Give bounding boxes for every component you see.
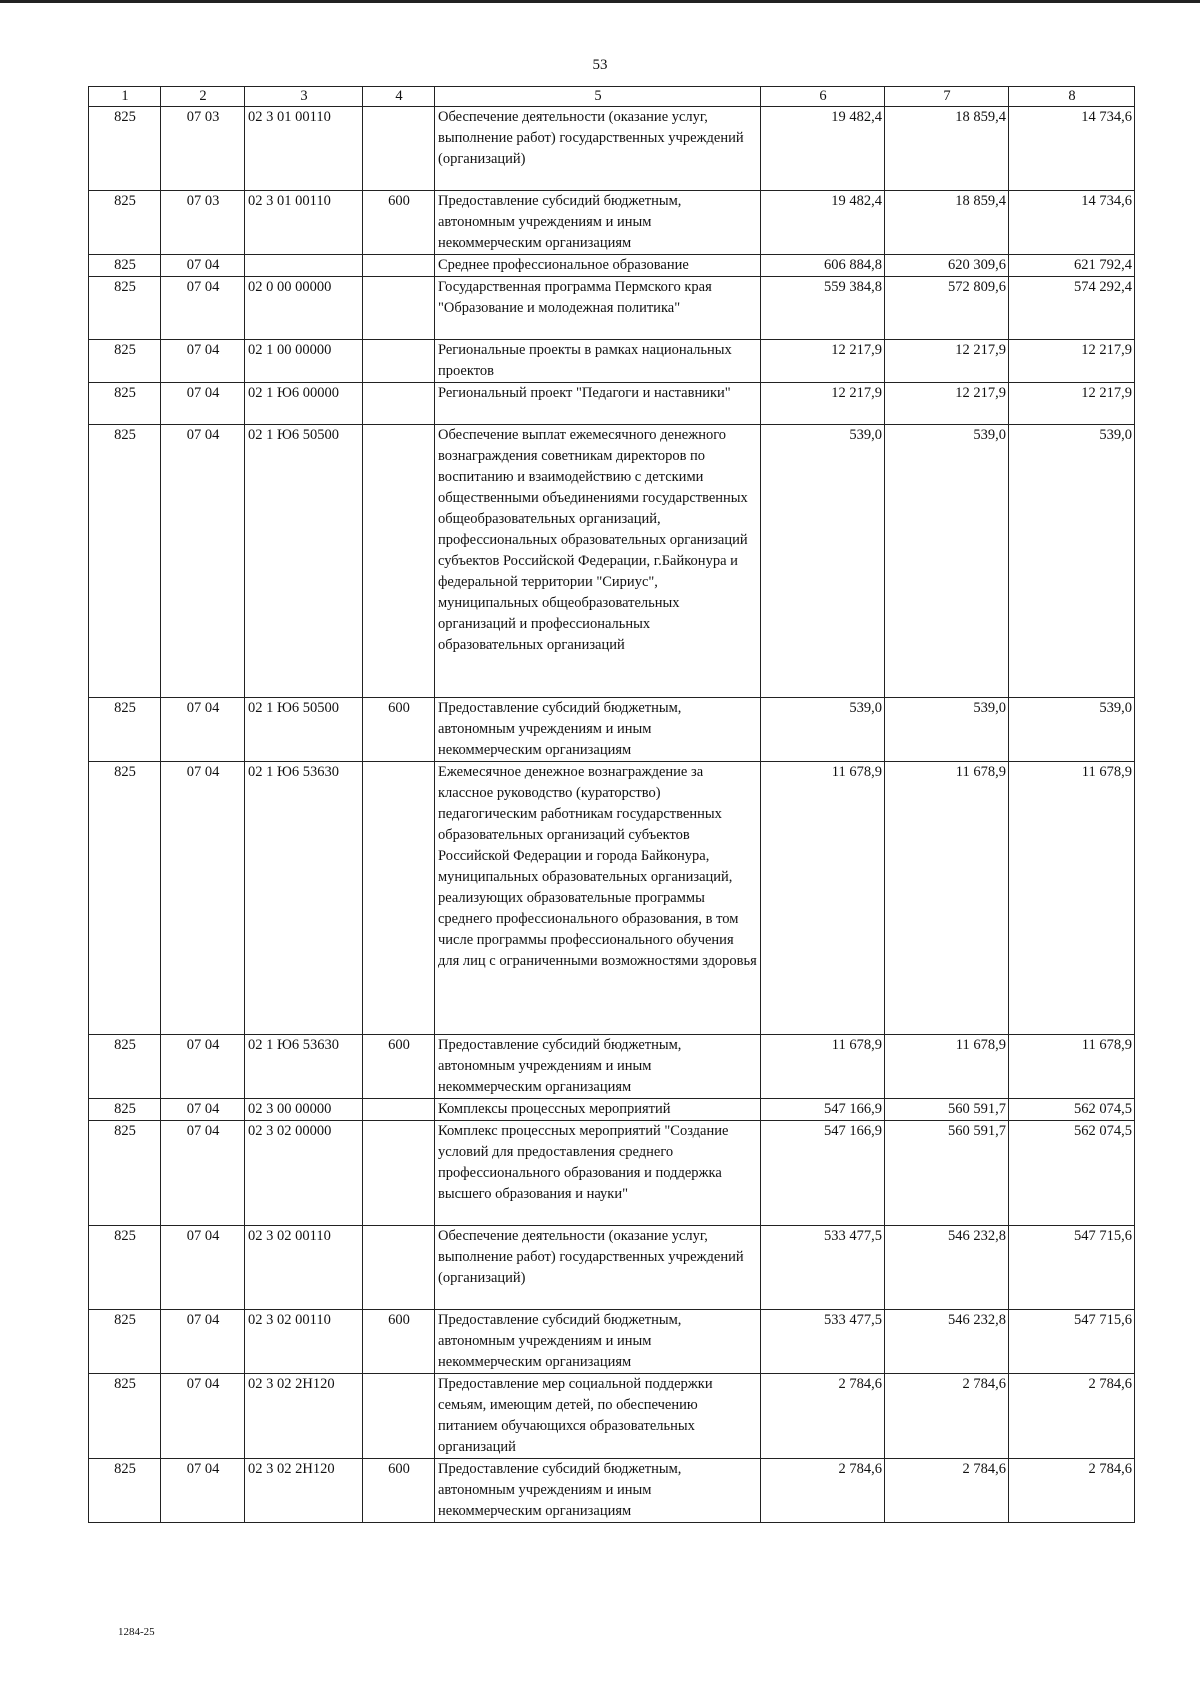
table-cell-amount-year3: 574 292,4 — [1009, 277, 1135, 340]
table-cell-name: Предоставление субсидий бюджетным, автономным учреждениям и иным некоммерческим организациям — [435, 191, 761, 255]
column-header: 8 — [1009, 87, 1135, 107]
table-cell-amount-year1: 11 678,9 — [761, 1035, 885, 1099]
table-cell-amount-year1: 19 482,4 — [761, 107, 885, 191]
column-header: 7 — [885, 87, 1009, 107]
table-cell-target-article: 02 3 02 00000 — [245, 1121, 363, 1226]
table-cell-code: 825 — [89, 255, 161, 277]
table-row — [89, 698, 1135, 762]
table-cell-code: 825 — [89, 1374, 161, 1459]
table-cell-amount-year1: 533 477,5 — [761, 1310, 885, 1374]
table-cell-expense-type — [363, 1121, 435, 1226]
table-cell-name: Ежемесячное денежное вознаграждение за классное руководство (кураторство) педагогическим работникам государственных образовательных организаций субъектов Российской Федерации и города Байконура, муниципальных образовательных организаций, реализующих образовательные программы среднего профессионального образования, в том числе программы профессионального обучения для лиц с ограниченными возможностями здоровья — [435, 762, 761, 1035]
table-cell-amount-year1: 12 217,9 — [761, 383, 885, 425]
table-cell-section: 07 04 — [161, 698, 245, 762]
table-cell-expense-type — [363, 762, 435, 1035]
table-cell-section: 07 04 — [161, 1099, 245, 1121]
table-cell-amount-year2: 620 309,6 — [885, 255, 1009, 277]
table-cell-target-article: 02 3 01 00110 — [245, 191, 363, 255]
table-cell-amount-year1: 606 884,8 — [761, 255, 885, 277]
table-cell-amount-year1: 533 477,5 — [761, 1226, 885, 1310]
table-cell-target-article: 02 3 02 00110 — [245, 1226, 363, 1310]
table-cell-amount-year3: 11 678,9 — [1009, 1035, 1135, 1099]
column-header: 4 — [363, 87, 435, 107]
table-cell-expense-type: 600 — [363, 1035, 435, 1099]
table-cell-code: 825 — [89, 383, 161, 425]
table-cell-code: 825 — [89, 762, 161, 1035]
table-cell-amount-year2: 12 217,9 — [885, 340, 1009, 383]
table-row — [89, 425, 1135, 698]
table-cell-name: Комплекс процессных мероприятий "Создание условий для предоставления среднего профессионального образования и поддержка высшего образования и науки" — [435, 1121, 761, 1226]
table-cell-name: Предоставление субсидий бюджетным, автономным учреждениям и иным некоммерческим организациям — [435, 698, 761, 762]
table-cell-section: 07 04 — [161, 340, 245, 383]
table-cell-code: 825 — [89, 1035, 161, 1099]
table-row — [89, 191, 1135, 255]
table-cell-code: 825 — [89, 1121, 161, 1226]
table-cell-amount-year1: 547 166,9 — [761, 1121, 885, 1226]
table-cell-amount-year2: 539,0 — [885, 425, 1009, 698]
table-body — [89, 107, 1135, 1523]
column-header: 6 — [761, 87, 885, 107]
table-cell-amount-year1: 2 784,6 — [761, 1459, 885, 1523]
column-number-row — [89, 87, 1135, 107]
table-cell-target-article: 02 3 00 00000 — [245, 1099, 363, 1121]
table-row — [89, 1099, 1135, 1121]
table-cell-expense-type: 600 — [363, 1310, 435, 1374]
table-cell-target-article: 02 3 01 00110 — [245, 107, 363, 191]
table-cell-amount-year2: 11 678,9 — [885, 1035, 1009, 1099]
table-cell-section: 07 04 — [161, 1459, 245, 1523]
table-cell-amount-year2: 2 784,6 — [885, 1459, 1009, 1523]
table-cell-expense-type: 600 — [363, 191, 435, 255]
table-cell-amount-year3: 562 074,5 — [1009, 1121, 1135, 1226]
table-row — [89, 1035, 1135, 1099]
table-cell-code: 825 — [89, 191, 161, 255]
table-cell-amount-year1: 19 482,4 — [761, 191, 885, 255]
table-cell-name: Обеспечение деятельности (оказание услуг, выполнение работ) государственных учреждений (организаций) — [435, 1226, 761, 1310]
table-cell-expense-type — [363, 277, 435, 340]
table-cell-section: 07 04 — [161, 1310, 245, 1374]
table-cell-section: 07 04 — [161, 1226, 245, 1310]
table-cell-target-article: 02 1 Ю6 50500 — [245, 425, 363, 698]
table-cell-target-article: 02 3 02 00110 — [245, 1310, 363, 1374]
table-row — [89, 1374, 1135, 1459]
document-code: 1284-25 — [118, 1626, 155, 1638]
table-cell-section: 07 04 — [161, 1374, 245, 1459]
table-row — [89, 1121, 1135, 1226]
table-cell-code: 825 — [89, 107, 161, 191]
table-cell-name: Региональные проекты в рамках национальных проектов — [435, 340, 761, 383]
table-cell-amount-year2: 2 784,6 — [885, 1374, 1009, 1459]
table-cell-expense-type — [363, 1099, 435, 1121]
table-cell-expense-type: 600 — [363, 1459, 435, 1523]
table-cell-expense-type — [363, 255, 435, 277]
table-cell-expense-type — [363, 340, 435, 383]
table-cell-amount-year3: 2 784,6 — [1009, 1459, 1135, 1523]
table-cell-code: 825 — [89, 425, 161, 698]
table-row — [89, 383, 1135, 425]
column-header: 2 — [161, 87, 245, 107]
table-cell-name: Обеспечение выплат ежемесячного денежного вознаграждения советникам директоров по воспитанию и взаимодействию с детскими общественными объединениями государственных общеобразовательных организаций, профессиональных образовательных организаций субъектов Российской Федерации, г.Байконура и федеральной территории "Сириус", муниципальных общеобразовательных организаций и профессиональных образовательных организаций — [435, 425, 761, 698]
table-cell-amount-year2: 539,0 — [885, 698, 1009, 762]
page-number: 53 — [592, 57, 608, 73]
table-row — [89, 762, 1135, 1035]
table-cell-expense-type — [363, 107, 435, 191]
table-cell-target-article: 02 1 Ю6 53630 — [245, 762, 363, 1035]
table-cell-name: Предоставление мер социальной поддержки семьям, имеющим детей, по обеспечению питанием обучающихся образовательных организаций — [435, 1374, 761, 1459]
table-cell-amount-year3: 547 715,6 — [1009, 1226, 1135, 1310]
table-cell-target-article — [245, 255, 363, 277]
table-cell-target-article: 02 1 Ю6 00000 — [245, 383, 363, 425]
table-row — [89, 277, 1135, 340]
table-cell-name: Среднее профессиональное образование — [435, 255, 761, 277]
table-cell-section: 07 04 — [161, 277, 245, 340]
table-cell-amount-year3: 14 734,6 — [1009, 191, 1135, 255]
column-header: 1 — [89, 87, 161, 107]
table-row — [89, 1459, 1135, 1523]
table-cell-expense-type — [363, 1226, 435, 1310]
table-cell-section: 07 04 — [161, 383, 245, 425]
table-cell-name: Предоставление субсидий бюджетным, автономным учреждениям и иным некоммерческим организациям — [435, 1459, 761, 1523]
table-cell-amount-year3: 562 074,5 — [1009, 1099, 1135, 1121]
table-cell-amount-year1: 559 384,8 — [761, 277, 885, 340]
table-cell-name: Региональный проект "Педагоги и наставники" — [435, 383, 761, 425]
table-cell-code: 825 — [89, 340, 161, 383]
table-cell-section: 07 04 — [161, 255, 245, 277]
table-cell-name: Предоставление субсидий бюджетным, автономным учреждениям и иным некоммерческим организациям — [435, 1310, 761, 1374]
table-cell-target-article: 02 3 02 2Н120 — [245, 1459, 363, 1523]
table-cell-amount-year2: 560 591,7 — [885, 1121, 1009, 1226]
table-cell-amount-year1: 539,0 — [761, 425, 885, 698]
table-cell-code: 825 — [89, 1459, 161, 1523]
table-cell-expense-type — [363, 383, 435, 425]
table-cell-code: 825 — [89, 1099, 161, 1121]
table-cell-amount-year1: 547 166,9 — [761, 1099, 885, 1121]
table-cell-amount-year3: 12 217,9 — [1009, 340, 1135, 383]
table-cell-name: Обеспечение деятельности (оказание услуг, выполнение работ) государственных учреждений (организаций) — [435, 107, 761, 191]
table-cell-section: 07 03 — [161, 191, 245, 255]
column-header: 5 — [435, 87, 761, 107]
table-cell-amount-year2: 11 678,9 — [885, 762, 1009, 1035]
page-top-edge — [0, 0, 1200, 3]
table-cell-amount-year1: 2 784,6 — [761, 1374, 885, 1459]
table-cell-amount-year3: 11 678,9 — [1009, 762, 1135, 1035]
table-row — [89, 340, 1135, 383]
table-cell-amount-year2: 18 859,4 — [885, 191, 1009, 255]
table-row — [89, 255, 1135, 277]
table-cell-target-article: 02 1 Ю6 53630 — [245, 1035, 363, 1099]
table-cell-amount-year1: 539,0 — [761, 698, 885, 762]
table-cell-name: Предоставление субсидий бюджетным, автономным учреждениям и иным некоммерческим организациям — [435, 1035, 761, 1099]
table-cell-section: 07 04 — [161, 1121, 245, 1226]
table-cell-amount-year1: 12 217,9 — [761, 340, 885, 383]
table-cell-name: Государственная программа Пермского края "Образование и молодежная политика" — [435, 277, 761, 340]
budget-table — [88, 86, 1135, 1523]
table-cell-amount-year2: 546 232,8 — [885, 1226, 1009, 1310]
table-cell-section: 07 04 — [161, 1035, 245, 1099]
table-cell-amount-year2: 12 217,9 — [885, 383, 1009, 425]
column-header: 3 — [245, 87, 363, 107]
table-cell-amount-year3: 12 217,9 — [1009, 383, 1135, 425]
table-cell-amount-year3: 539,0 — [1009, 698, 1135, 762]
table-cell-section: 07 04 — [161, 762, 245, 1035]
table-cell-expense-type — [363, 1374, 435, 1459]
table-cell-amount-year2: 18 859,4 — [885, 107, 1009, 191]
table-cell-code: 825 — [89, 698, 161, 762]
table-cell-amount-year3: 547 715,6 — [1009, 1310, 1135, 1374]
table-cell-amount-year2: 560 591,7 — [885, 1099, 1009, 1121]
table-cell-name: Комплексы процессных мероприятий — [435, 1099, 761, 1121]
table-cell-code: 825 — [89, 1226, 161, 1310]
table-row — [89, 1226, 1135, 1310]
table-cell-target-article: 02 3 02 2Н120 — [245, 1374, 363, 1459]
table-cell-section: 07 04 — [161, 425, 245, 698]
table-cell-target-article: 02 1 00 00000 — [245, 340, 363, 383]
table-cell-amount-year3: 539,0 — [1009, 425, 1135, 698]
table-row — [89, 107, 1135, 191]
table-cell-code: 825 — [89, 277, 161, 340]
table-cell-target-article: 02 1 Ю6 50500 — [245, 698, 363, 762]
table-cell-amount-year2: 572 809,6 — [885, 277, 1009, 340]
table-row — [89, 1310, 1135, 1374]
table-cell-amount-year3: 2 784,6 — [1009, 1374, 1135, 1459]
table-cell-target-article: 02 0 00 00000 — [245, 277, 363, 340]
table-cell-section: 07 03 — [161, 107, 245, 191]
table-cell-amount-year2: 546 232,8 — [885, 1310, 1009, 1374]
table-cell-expense-type: 600 — [363, 698, 435, 762]
table-cell-amount-year3: 621 792,4 — [1009, 255, 1135, 277]
table-cell-amount-year3: 14 734,6 — [1009, 107, 1135, 191]
table-cell-amount-year1: 11 678,9 — [761, 762, 885, 1035]
table-cell-code: 825 — [89, 1310, 161, 1374]
table-cell-expense-type — [363, 425, 435, 698]
